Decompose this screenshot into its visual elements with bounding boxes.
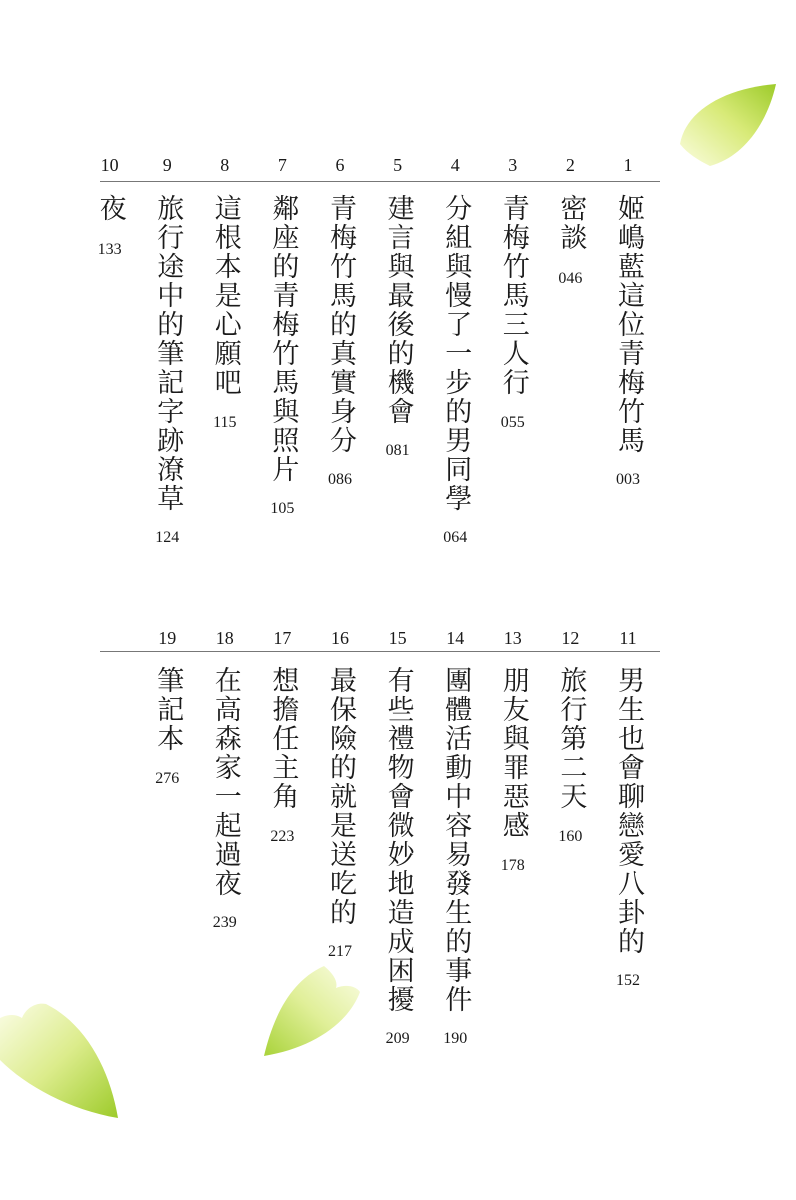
chapter-page-number: 003 xyxy=(616,471,640,489)
chapter-title: 有些禮物會微妙地造成困擾 xyxy=(382,666,414,1014)
chapter-title: 這根本是心願吧 xyxy=(209,194,241,397)
chapter-title: 團體活動中容易發生的事件 xyxy=(440,666,472,1014)
chapter-title: 姬嶋藍這位青梅竹馬 xyxy=(613,194,644,455)
chapter-title: 分組與慢了一步的男同學 xyxy=(440,194,472,513)
chapter-page-number: 217 xyxy=(328,943,352,961)
chapter-number: 10 xyxy=(100,155,119,175)
chapter-title: 男生也會聊戀愛八卦的 xyxy=(613,666,644,956)
chapter-title: 旅行第二天 xyxy=(555,666,587,811)
chapter-number: 18 xyxy=(215,628,234,648)
chapter-number: 9 xyxy=(162,155,172,175)
chapter-number: 15 xyxy=(388,628,407,648)
chapter-title: 夜 xyxy=(94,194,126,223)
chapter-page-number: 239 xyxy=(212,914,237,932)
chapter-title: 想擔任主角 xyxy=(267,666,299,811)
chapter-number: 14 xyxy=(446,628,465,648)
chapter-number: 13 xyxy=(503,628,522,648)
chapter-number: 19 xyxy=(158,628,177,648)
chapter-page-number: 086 xyxy=(328,471,352,489)
chapter-page-number: 223 xyxy=(270,828,295,845)
chapter-title: 鄰座的青梅竹馬與照片 xyxy=(267,194,299,484)
chapter-number: 17 xyxy=(273,628,292,648)
petal-bottom-left-icon xyxy=(0,1000,122,1122)
chapter-page-number: 178 xyxy=(500,856,525,874)
chapter-title: 朋友與罪惡感 xyxy=(497,666,529,840)
chapter-title: 旅行途中的筆記字跡潦草 xyxy=(152,194,184,513)
chapter-page-number: 081 xyxy=(385,442,410,460)
chapter-number: 2 xyxy=(565,155,575,175)
chapter-number: 11 xyxy=(619,628,637,648)
chapter-number: 5 xyxy=(393,155,403,175)
chapter-number: 6 xyxy=(335,155,345,175)
chapter-title: 在高森家一起過夜 xyxy=(209,666,241,898)
chapter-number: 7 xyxy=(277,155,287,175)
chapter-number: 16 xyxy=(331,628,349,648)
divider-rule-bottom xyxy=(100,651,660,652)
chapter-page-number: 064 xyxy=(443,528,468,546)
chapter-page-number: 160 xyxy=(558,828,583,845)
chapter-number: 8 xyxy=(220,155,230,175)
chapter-number: 12 xyxy=(561,628,580,648)
chapter-page-number: 115 xyxy=(213,413,237,431)
chapter-page-number: 055 xyxy=(500,413,525,431)
chapter-page-number: 124 xyxy=(155,528,180,546)
petal-top-right-icon xyxy=(676,80,786,170)
chapter-number: 3 xyxy=(508,155,518,175)
chapter-title: 最保險的就是送吃的 xyxy=(325,666,356,927)
chapter-page-number: 276 xyxy=(155,770,180,788)
chapter-page-number: 105 xyxy=(270,500,295,517)
chapter-number: 1 xyxy=(623,155,633,175)
chapter-page-number: 152 xyxy=(616,972,640,989)
chapter-number: 4 xyxy=(450,155,460,175)
chapter-title: 筆記本 xyxy=(152,666,184,753)
divider-rule-top xyxy=(100,181,660,182)
chapter-title: 青梅竹馬三人行 xyxy=(497,194,529,397)
chapter-page-number: 209 xyxy=(385,1029,410,1047)
chapter-title: 建言與最後的機會 xyxy=(382,194,414,426)
chapter-page-number: 046 xyxy=(558,269,583,287)
petal-bottom-center-icon xyxy=(262,962,362,1058)
chapter-title: 青梅竹馬的真實身分 xyxy=(325,194,356,455)
chapter-title: 密談 xyxy=(555,194,587,252)
chapter-page-number: 133 xyxy=(97,240,122,258)
chapter-page-number: 190 xyxy=(443,1029,468,1047)
